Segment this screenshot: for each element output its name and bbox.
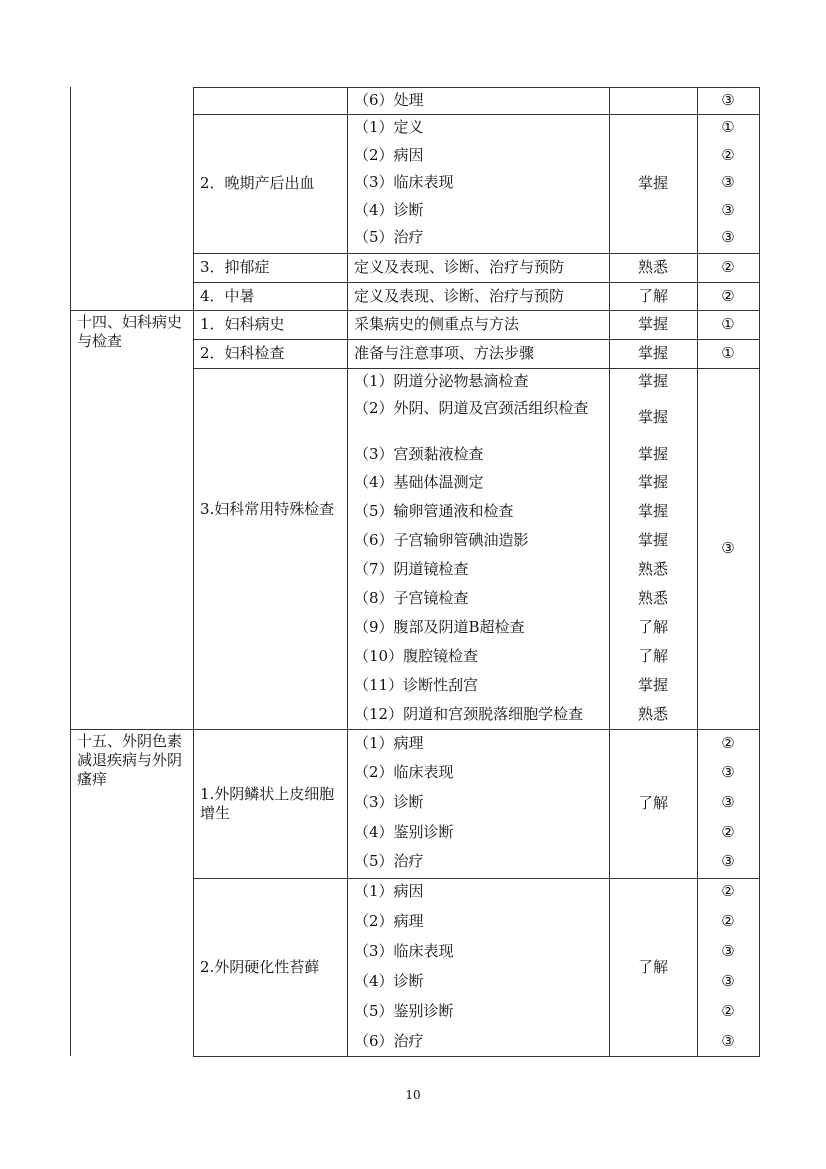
level-item: 掌握 <box>637 531 668 549</box>
weight-item: ② <box>721 734 735 752</box>
content-item: （6）子宫输卵管碘油造影 <box>354 531 529 549</box>
row-separator <box>193 339 760 340</box>
row-separator <box>70 310 760 311</box>
level-item: 掌握 <box>637 445 668 463</box>
weight-item: ③ <box>721 763 735 781</box>
content-item: （8）子宫镜检查 <box>354 589 469 607</box>
level-cell: 了解 <box>637 794 668 812</box>
weight-cell: ① <box>721 344 735 362</box>
level-item: 熟悉 <box>637 589 668 607</box>
level-item: 熟悉 <box>637 705 668 723</box>
content-item: （5）治疗 <box>354 228 424 246</box>
content-cell: 采集病史的侧重点与方法 <box>354 315 520 333</box>
content-item: （9）腹部及阴道B超检查 <box>354 618 525 636</box>
topic-cell: 2.外阴硬化性苔藓 <box>200 958 320 976</box>
weight-item: ② <box>721 1002 735 1020</box>
table-bottom-border <box>193 1056 760 1057</box>
content-item: （5）鉴别诊断 <box>354 1002 454 1020</box>
level-item: 掌握 <box>637 408 668 426</box>
level-item: 掌握 <box>637 676 668 694</box>
content-item: （12）阴道和宫颈脱落细胞学检查 <box>354 705 584 723</box>
topic-cell: 3．抑郁症 <box>200 258 270 276</box>
level-cell: 了解 <box>637 287 668 305</box>
content-item: （3）宫颈黏液检查 <box>354 445 484 463</box>
unit-cell: 十五、外阴色素减退疾病与外阴瘙痒 <box>77 732 183 788</box>
topic-cell: 1.外阴鳞状上皮细胞增生 <box>200 785 335 822</box>
topic-cell: 2．妇科检查 <box>200 344 285 362</box>
level-cell: 掌握 <box>637 174 668 192</box>
content-item: （7）阴道镜检查 <box>354 560 469 578</box>
page-number: 10 <box>405 1088 421 1102</box>
content-item: （6）治疗 <box>354 1032 424 1050</box>
weight-item: ② <box>721 823 735 841</box>
weight-item: ③ <box>721 201 735 219</box>
level-item: 了解 <box>637 647 668 665</box>
level-item: 掌握 <box>637 473 668 491</box>
weight-item: ② <box>721 912 735 930</box>
weight-cell: ② <box>721 287 735 305</box>
weight-cell: ① <box>721 315 735 333</box>
row-separator <box>70 729 760 730</box>
content-item: （4）诊断 <box>354 201 424 219</box>
row-separator <box>193 878 760 879</box>
content-item: （3）临床表现 <box>354 942 454 960</box>
weight-item: ③ <box>721 942 735 960</box>
level-item: 掌握 <box>637 372 668 390</box>
weight-item: ③ <box>721 852 735 870</box>
content-item: （3）诊断 <box>354 793 424 811</box>
level-cell: 了解 <box>637 958 668 976</box>
weight-cell: ② <box>721 258 735 276</box>
column-line <box>759 87 760 1057</box>
topic-cell: 2．晚期产后出血 <box>200 174 315 192</box>
table-top-border <box>193 87 760 88</box>
column-line <box>347 87 348 1057</box>
content-item: （3）临床表现 <box>354 173 454 191</box>
content-item: （10）腹腔镜检查 <box>354 647 479 665</box>
content-item: （5）治疗 <box>354 852 424 870</box>
content-item: （2）临床表现 <box>354 763 454 781</box>
content-item: （2）病理 <box>354 912 424 930</box>
weight-item: ② <box>721 882 735 900</box>
content-item: （1）病理 <box>354 734 424 752</box>
column-line <box>193 87 194 1057</box>
weight-cell: ③ <box>721 539 735 557</box>
content-item: （1）病因 <box>354 882 424 900</box>
level-cell: 掌握 <box>637 344 668 362</box>
weight-item: ③ <box>721 1032 735 1050</box>
content-cell: （6）处理 <box>354 91 424 109</box>
column-line-left <box>70 87 71 1056</box>
row-separator <box>193 282 760 283</box>
level-cell: 熟悉 <box>637 258 668 276</box>
content-item: （1）定义 <box>354 118 424 136</box>
content-item: （2）外阴、阴道及宫颈活组织检查 <box>354 399 589 417</box>
weight-item: ② <box>721 146 735 164</box>
content-cell: 定义及表现、诊断、治疗与预防 <box>354 258 565 276</box>
level-item: 了解 <box>637 618 668 636</box>
weight-item: ① <box>721 118 735 136</box>
row-separator <box>193 253 760 254</box>
topic-cell: 1．妇科病史 <box>200 315 285 333</box>
row-separator <box>193 114 760 115</box>
row-separator <box>193 368 760 369</box>
content-cell: 定义及表现、诊断、治疗与预防 <box>354 287 565 305</box>
weight-item: ③ <box>721 228 735 246</box>
level-item: 熟悉 <box>637 560 668 578</box>
unit-cell: 十四、妇科病史与检查 <box>77 313 183 350</box>
content-item: （2）病因 <box>354 146 424 164</box>
level-cell: 掌握 <box>637 315 668 333</box>
topic-cell: 4．中暑 <box>200 287 255 305</box>
content-item: （4）诊断 <box>354 972 424 990</box>
weight-item: ③ <box>721 972 735 990</box>
weight-cell: ③ <box>721 91 735 109</box>
content-item: （1）阴道分泌物悬滴检查 <box>354 372 529 390</box>
weight-item: ③ <box>721 793 735 811</box>
weight-item: ③ <box>721 173 735 191</box>
content-item: （11）诊断性刮宫 <box>354 676 479 694</box>
content-item: （4）鉴别诊断 <box>354 823 454 841</box>
content-item: （5）输卵管通液和检查 <box>354 502 514 520</box>
level-item: 掌握 <box>637 502 668 520</box>
topic-cell: 3.妇科常用特殊检查 <box>200 500 335 518</box>
content-cell: 准备与注意事项、方法步骤 <box>354 344 535 362</box>
content-item: （4）基础体温测定 <box>354 473 484 491</box>
